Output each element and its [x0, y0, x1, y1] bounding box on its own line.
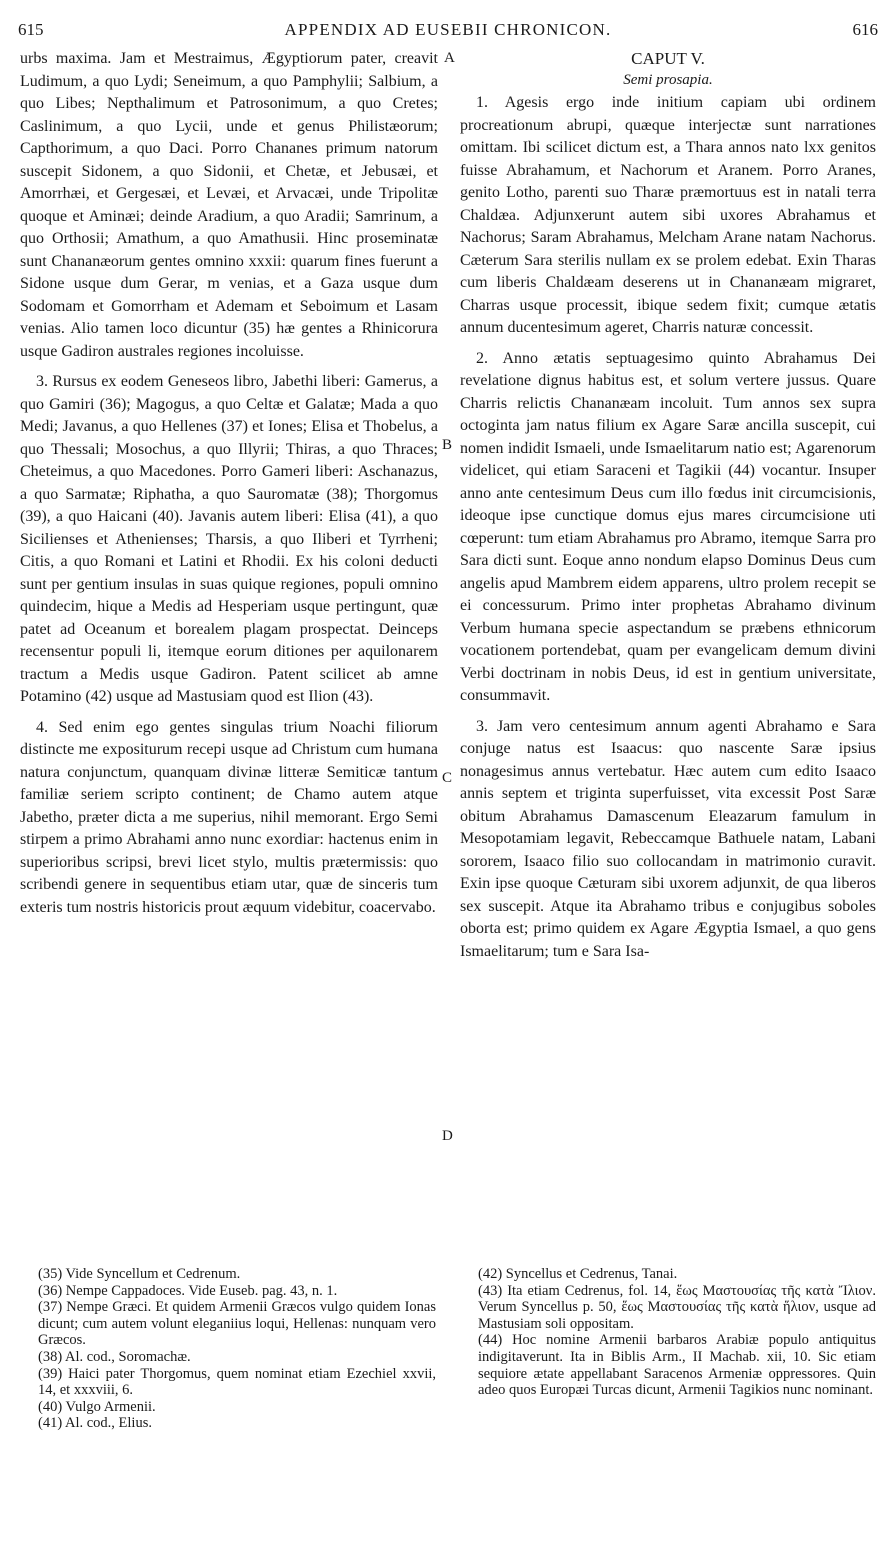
footnote: (38) Al. cod., Soromachæ. [38, 1348, 191, 1365]
footnotes-left [38, 1266, 436, 1432]
margin-letter-d: D [442, 1128, 453, 1144]
right-column [460, 48, 876, 963]
footnote: (44) Hoc nomine Armenii barbaros Arabiæ populo antiquitus indigitaverunt. Ita in Biblis Arm., II Machab. xii, 10. Sic etiam sequiore ætate appellabant Saracenos Armeniæ oppressores. Quin adeo quos Europæi Turcas dicunt, Armenii Tagikios nunc nominant. [478, 1332, 876, 1399]
footnote: (37) Nempe Græci. Et quidem Armenii Græcos vulgo quidem Ionas dicunt; cum autem volunt eleganiius loqui, Hellenas: nunquam vero Græcos. [38, 1299, 436, 1349]
chapter-subtitle: Semi prosapia. [623, 72, 713, 88]
margin-letter-b: B [442, 437, 453, 453]
paragraph-right-1: 1. Agesis ergo inde initium capiam ubi ordinem procreationum abrupi, quæque interjectæ sunt narrationes omittam. Ibi scilicet dictum est, a Thara annos nato lxx genitos fuisse Abrahamum, et Nachorum et Aranem. Porro Aranes, genito Lotho, parenti suo Tharæ præmortuus est in natali terra Chaldæa. Adjunxerunt autem sibi uxores Abrahamus et Nachorus; Saram Abrahamus, Melcham Arane natam Nachorus. Cæterum Sara sterilis nullam ex se prolem edebat. Exin Tharas cum liberis Chaldæam deserens ut in Chananæam migraret, Charras usque processit, ibique sedem fixit; cumque ætatis annum ducentesimum ageret, Charris naturæ concessit. [460, 94, 876, 336]
footnote: (36) Nempe Cappadoces. Vide Euseb. pag. 43, n. 1. [38, 1282, 338, 1299]
paragraph-left-1: urbs maxima. Jam et Mestraimus, Ægyptiorum pater, creavit Ludimum, a quo Lydi; Seneimum, a quo Pamphylii; Salbium, a quo Libes; Nepthalimum et Patrosonimum, a quo Cretes; Caslinimum, a quo Lycii, unde et genus Philistæorum; Capthorimum, a quo Daci. Porro Chananes primum natorum suscepit Sidonem, a quo Sidonii, et Chetæ, et Jebusæi, et Amorrhæi, et Gergesæi, et Levæi, et Arvacæi, unde Tripolitæ quoque et Aminæi; deinde Aradium, a quo Aradii; Samrinum, a quo Orthosii; Amathum, a quo Amathusii. Hinc proseminatæ sunt Chananæorum gentes omnino xxxii: quarum fines fuerunt a Sidone usque dum Gerar, m venias, et a Gaza usque dum Sodomam et Gomorrham et Ademam et Seboimum et Lasam venias. Alio tamen loco dicuntur (35) hæ gentes a Rhinicorura usque Gadiron australes regiones incoluisse. [20, 50, 438, 360]
running-title: APPENDIX AD EUSEBII CHRONICON. [284, 20, 612, 39]
paragraph-left-3: 4. Sed enim ego gentes singulas trium Noachi filiorum distincte me expositurum recepi usque ad Christum cum humana natura conjunctum, quanquam divinæ litteræ Semiticæ tantum familiæ seriem scripto continent; de Chamo autem atque Jabetho, præter dicta a me superius, nihil memorant. Ergo Semi stirpem a primo Abrahami anno nunc exordiar: hactenus enim in superioribus scripsi, brevi licet stylo, multis prætermissis: quo scribendi genere in sequentibus etiam utar, quæ de sinceris tum exteris tum nostris historicis prout æquum videbitur, coacervabo. [20, 718, 438, 916]
paragraph-right-2: 2. Anno ætatis septuagesimo quinto Abrahamus Dei revelatione dignus habitus est, et solum vertere jussus. Quare Charris relictis Chananæam incoluit. Tum annos sex supra octoginta jam natus filium ex Agare Saræ ancilla suscepit, cui nomen indidit Ismaeli, unde Ismaelitarum natio est; Agarenorum videlicet, qui etiam Saraceni et Tagikii (44) vocantur. Insuper anno ante centesimum Deus cum illo fœdus init circumcisionis, ideoque ipse cunctique domus ejus mares circumcisione uti cœperunt: tum etiam Abrahamus pro Abramo, itemque Sarra pro Sara dicti sunt. Eoque anno nondum elapso Dominus Deus cum angelis apud Mambrem eidem apparens, ultro prolem recepit se ei concessurum. Primo inter prophetas Abrahamo divinum Verbum humana specie aspectandum se præbens ethnicorum vocationem portendebat, quam per evangelicam demum divini Verbi doctrinam in nobis Deus, id est in gentium universitate, consummavit. [460, 349, 876, 704]
chapter-title: CAPUT V. [631, 49, 705, 68]
footnotes-right [478, 1266, 876, 1399]
footnote: (40) Vulgo Armenii. [38, 1398, 156, 1415]
footnote: (39) Haici pater Thorgomus, quem nominat etiam Ezechiel xxvii, 14, et xxxviii, 6. [38, 1365, 436, 1399]
page-number-left: 615 [18, 20, 44, 39]
margin-letter-c: C [442, 770, 453, 786]
margin-letter-a: A [444, 50, 455, 66]
footnote: (42) Syncellus et Cedrenus, Tanai. [478, 1266, 678, 1282]
paragraph-left-2: 3. Rursus ex eodem Geneseos libro, Jabethi liberi: Gamerus, a quo Gamiri (36); Magogus, a quo Celtæ et Galatæ; Mada a quo Medi; Javanus, a quo Hellenes (37) et Iones; Elisa et Thobelus, a quo Thessali; Mosochus, a quo Illyrii; Thiras, a quo Thraces; Cheteimus, a quo Macedones. Porro Gameri liberi: Aschanazus, a quo Sarmatæ; Riphatha, a quo Sauromatæ (38); Thorgomus (39), a quo Haicani (40). Javanis autem liberi: Elisa (41), a quo Sicilienses et Athenienses; Tharsis, a quo Iliberi et Tyrrheni; Citis, a quo Romani et Latini et Rhodii. Ex his coloni deducti sunt per gentium insulas in suas quique regiones, populi omnino quindecim, hique a Medis ad Hesperiam usque pertingunt, quæ patet ad Oceanum et borealem plagam prospectat. Deinceps recensentur populi li, itemque eorum ditiones per aquilonarem tractum a Medis usque Gadiron. Patent scilicet ab amne Potamino (42) usque ad Mastusiam quod est Ilion (43). [20, 373, 438, 705]
running-header [18, 20, 878, 42]
page-number-right: 616 [852, 20, 878, 39]
paragraph-right-3: 3. Jam vero centesimum annum agenti Abrahamo e Sara conjuge natus est Isaacus: quo nascente Saræ ipsius nonagesimus annus vertebatur. Hæc autem cum edito Isaaco annis septem et triginta superfuisset, vita excessit Post Saræ obitum Abrahamus Damascenum Eleazarum famulum in Mesopotamiam legavit, Rebeccamque Bathuele natam, Labani sororem, Isaaco filio suo collocandam in matrimonio curavit. Exin ipse quoque Cæturam sibi uxorem adjunxit, de qua liberos sex suscepit. Atque ita Abrahamo tribus e conjugibus soboles oborta est; primo quidem ex Agare Ægyptia Ismael, a quo gens Ismaelitarum; tum e Sara Isa- [460, 717, 876, 960]
footnote: (43) Ita etiam Cedrenus, fol. 14, ἕως Μαστουσίας τῆς κατὰ Ἴλιον. Verum Syncellus p. 50, ἕως Μαστουσίας τῆς κατὰ ἥλιον, usque ad Mastusiam soli oppositam. [478, 1282, 876, 1332]
footnote: (41) Al. cod., Elius. [38, 1415, 152, 1432]
footnote: (35) Vide Syncellum et Cedrenum. [38, 1266, 241, 1282]
left-column [20, 48, 438, 919]
